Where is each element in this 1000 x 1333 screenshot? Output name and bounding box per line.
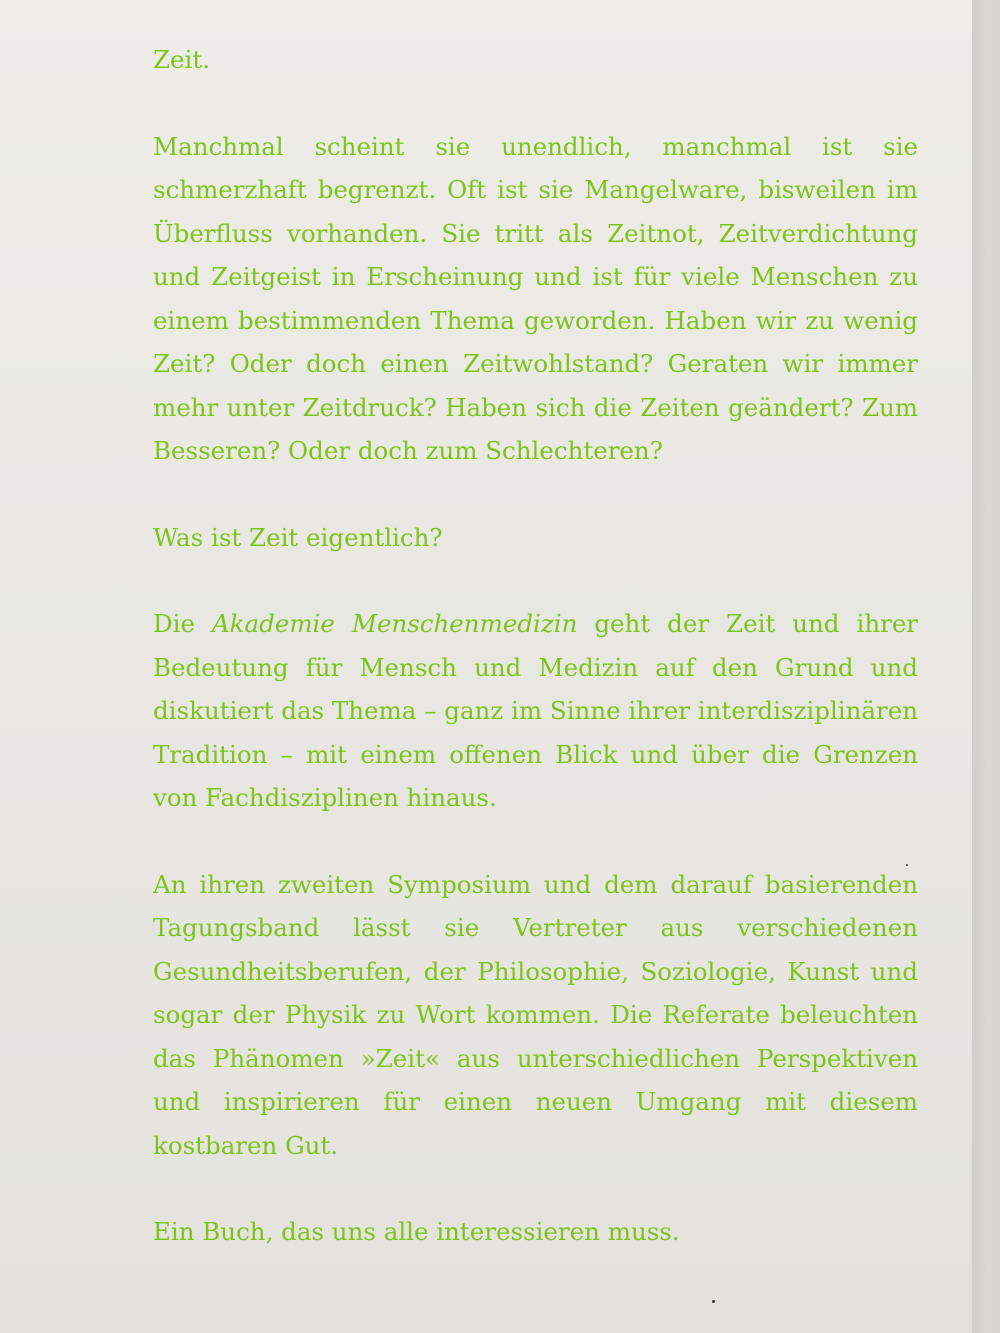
paragraph-question: Was ist Zeit eigentlich?: [153, 522, 443, 552]
academy-name: Akademie Menschenmedizin: [211, 609, 578, 638]
page-edge: [972, 0, 1000, 1333]
paragraph-academy: [153, 602, 918, 820]
academy-rest: geht der Zeit und ihrer Bedeutung für Mensch und Medizin auf den Grund und diskutiert das Thema – ganz im Sinne ihrer interdisziplinären Tradition – mit einem offenen Blick und über die Grenzen von Fachdisziplinen hinaus.: [153, 609, 919, 812]
paragraph-closing: Ein Buch, das uns alle interessieren muss.: [153, 1217, 680, 1246]
paper-speck: [906, 864, 908, 866]
paper-speck: [712, 1300, 715, 1303]
paragraph-symposium: An ihren zweiten Symposium und dem darauf basierenden Tagungsband lässt sie Vertreter aus verschiedenen Gesundheitsberufen, der Philosophie, Soziologie, Kunst und sogar der Physik zu Wort kommen. Die Referate beleuchten das Phänomen »Zeit« aus unterschiedlichen Perspektiven und inspirieren für einen neuen Umgang mit diesem kostbaren Gut.: [153, 869, 918, 1160]
heading-zeit: Zeit.: [153, 45, 210, 74]
academy-intro: Die: [153, 609, 212, 638]
paragraph-intro: Manchmal scheint sie unendlich, manchmal ist sie schmerzhaft begrenzt. Oft ist sie Mangelware, bisweilen im Überfluss vorhanden. Sie tritt als Zeitnot, Zeitverdichtung und Zeitgeist in Erscheinung und ist für viele Menschen zu einem bestimmenden Thema geworden. Haben wir zu wenig Zeit? Oder doch einen Zeitwohlstand? Geraten wir immer mehr unter Zeitdruck? Haben sich die Zeiten geändert? Zum Besseren? Oder doch zum Schlechteren?: [153, 131, 918, 465]
blurb-text: [153, 38, 918, 1297]
